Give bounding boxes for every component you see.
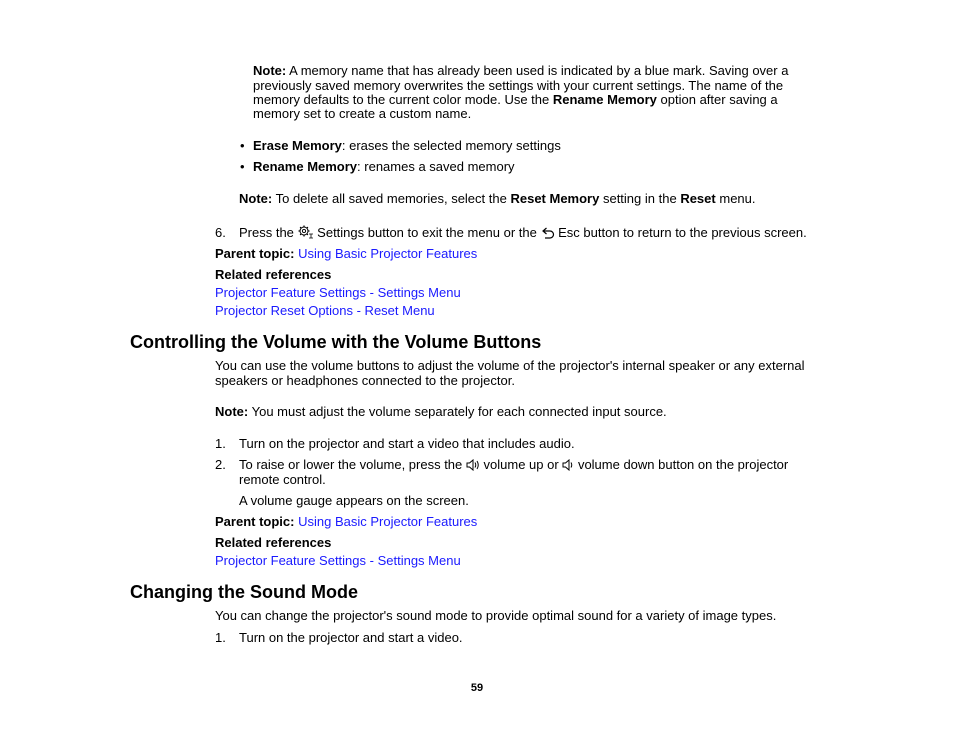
volume-up-icon [466,459,480,474]
related-references-label: Related references [215,535,332,550]
step-6 [239,225,807,242]
note-text: memory defaults to the current color mode. Use the [253,92,550,107]
parent-topic [215,514,477,529]
note-text: option after saving a [660,92,778,107]
section-heading-sound-mode: Changing the Sound Mode [130,582,358,602]
note-text: setting in the [602,191,677,206]
parent-topic [215,246,477,261]
list-item-term: Rename Memory [253,159,358,174]
parent-topic-label: Parent topic: [215,246,295,261]
list-item-desc: : renames a saved memory [357,159,515,174]
note-text: A memory name that has already been used is indicated by a blue mark. Saving over a [289,63,789,78]
step-text: Turn on the projector and start a video that includes audio. [239,436,575,451]
related-references-label: Related references [215,267,332,282]
note-text: You must adjust the volume separately for each connected input source. [251,404,667,419]
bullet-marker: • [240,159,245,174]
link-settings-menu[interactable]: Projector Feature Settings - Settings Menu [215,285,461,300]
bullet-marker: • [240,138,245,153]
step-text: Press the [239,225,294,240]
list-item-desc: : erases the selected memory settings [341,138,561,153]
step-number: 1. [215,630,226,645]
list-item-term: Erase Memory [253,138,342,153]
paragraph: speakers or headphones connected to the projector. [215,373,515,388]
paragraph: You can change the projector's sound mode to provide optimal sound for a variety of image types. [215,608,777,623]
link-settings-menu[interactable]: Projector Feature Settings - Settings Menu [215,553,461,568]
note-text: memory set to create a custom name. [253,106,472,121]
note-text: To delete all saved memories, select the [275,191,507,206]
step-number: 1. [215,436,226,451]
step-text: To raise or lower the volume, press the [239,457,463,472]
list-item [253,138,561,153]
step-text: remote control. [239,472,326,487]
note-text: menu. [719,191,756,206]
note-text: previously saved memory overwrites the settings with your current settings. The name of the [253,78,784,93]
step-text: Settings button to exit the menu or the [317,225,537,240]
note-term: Reset Memory [510,191,600,206]
link-reset-menu[interactable]: Projector Reset Options - Reset Menu [215,303,435,318]
note-term: Reset [680,191,716,206]
paragraph: You can use the volume buttons to adjust the volume of the projector's internal speaker or any external [215,358,805,373]
parent-topic-link[interactable]: Using Basic Projector Features [298,246,478,261]
parent-topic-link[interactable]: Using Basic Projector Features [298,514,478,529]
parent-topic-label: Parent topic: [215,514,295,529]
note-label: Note: [239,191,273,206]
note-term: Rename Memory [552,92,657,107]
list-item [253,159,515,174]
settings-icon [298,225,314,242]
step-text: Turn on the projector and start a video. [239,630,463,645]
section-heading-volume: Controlling the Volume with the Volume Buttons [130,332,542,352]
esc-return-icon [541,227,555,242]
volume-down-icon [562,459,574,474]
step-number: 6. [215,225,226,240]
step-text: Esc button to return to the previous screen. [558,225,807,240]
page-number: 59 [470,682,484,694]
step-number: 2. [215,457,226,472]
note-volume [215,404,667,419]
step-result: A volume gauge appears on the screen. [239,493,469,508]
step-text: volume up or [483,457,559,472]
note-reset-memory [239,191,756,206]
note-label: Note: [253,63,287,78]
note-label: Note: [215,404,249,419]
step-text: volume down button on the projector [577,457,789,472]
